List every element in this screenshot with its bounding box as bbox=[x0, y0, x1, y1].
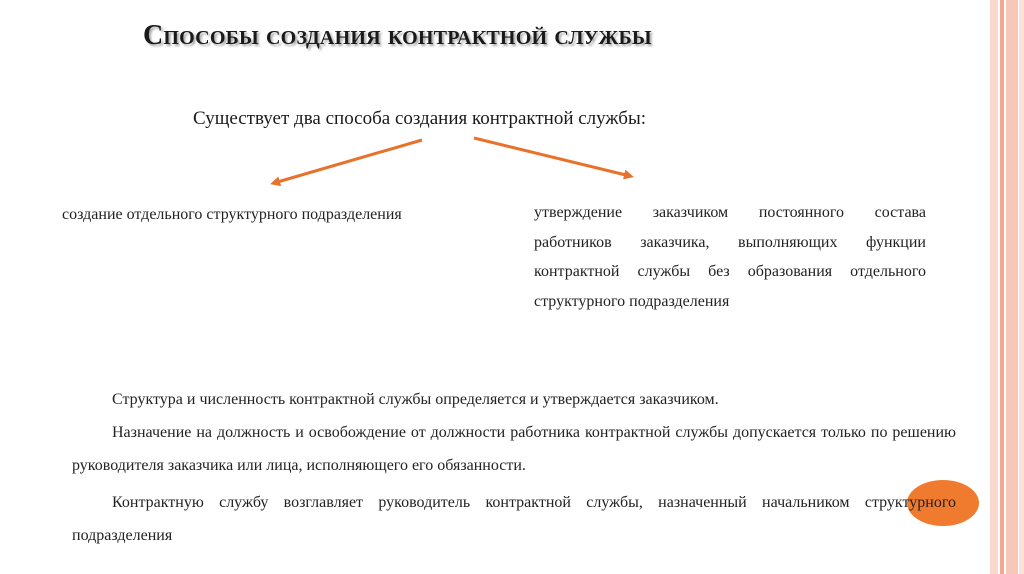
slide-subtitle: Существует два способа создания контрактной службы: bbox=[193, 108, 647, 129]
paragraph-head: Контрактную службу возглавляет руководитель контрактной службы, назначенный начальником структурного подразделения bbox=[72, 494, 956, 544]
paragraph-appointment: Назначение на должность и освобождение от должности работника контрактной службы допускается только по решению руководителя заказчика или лица, исполняющего его обязанности. bbox=[72, 424, 956, 474]
slide-title: Способы создания контрактной службы bbox=[143, 20, 652, 51]
right-arrow bbox=[474, 138, 630, 176]
paragraph-structure: Структура и численность контрактной службы определяется и утверждается заказчиком. bbox=[112, 391, 719, 408]
right-option-text: утверждение заказчиком постоянного состава работников заказчика, выполняющих функции контрактной службы без образования отдельного структурного подразделения bbox=[534, 204, 926, 310]
left-arrow bbox=[274, 140, 422, 183]
left-option-text: создание отдельного структурного подразделения bbox=[62, 206, 402, 223]
